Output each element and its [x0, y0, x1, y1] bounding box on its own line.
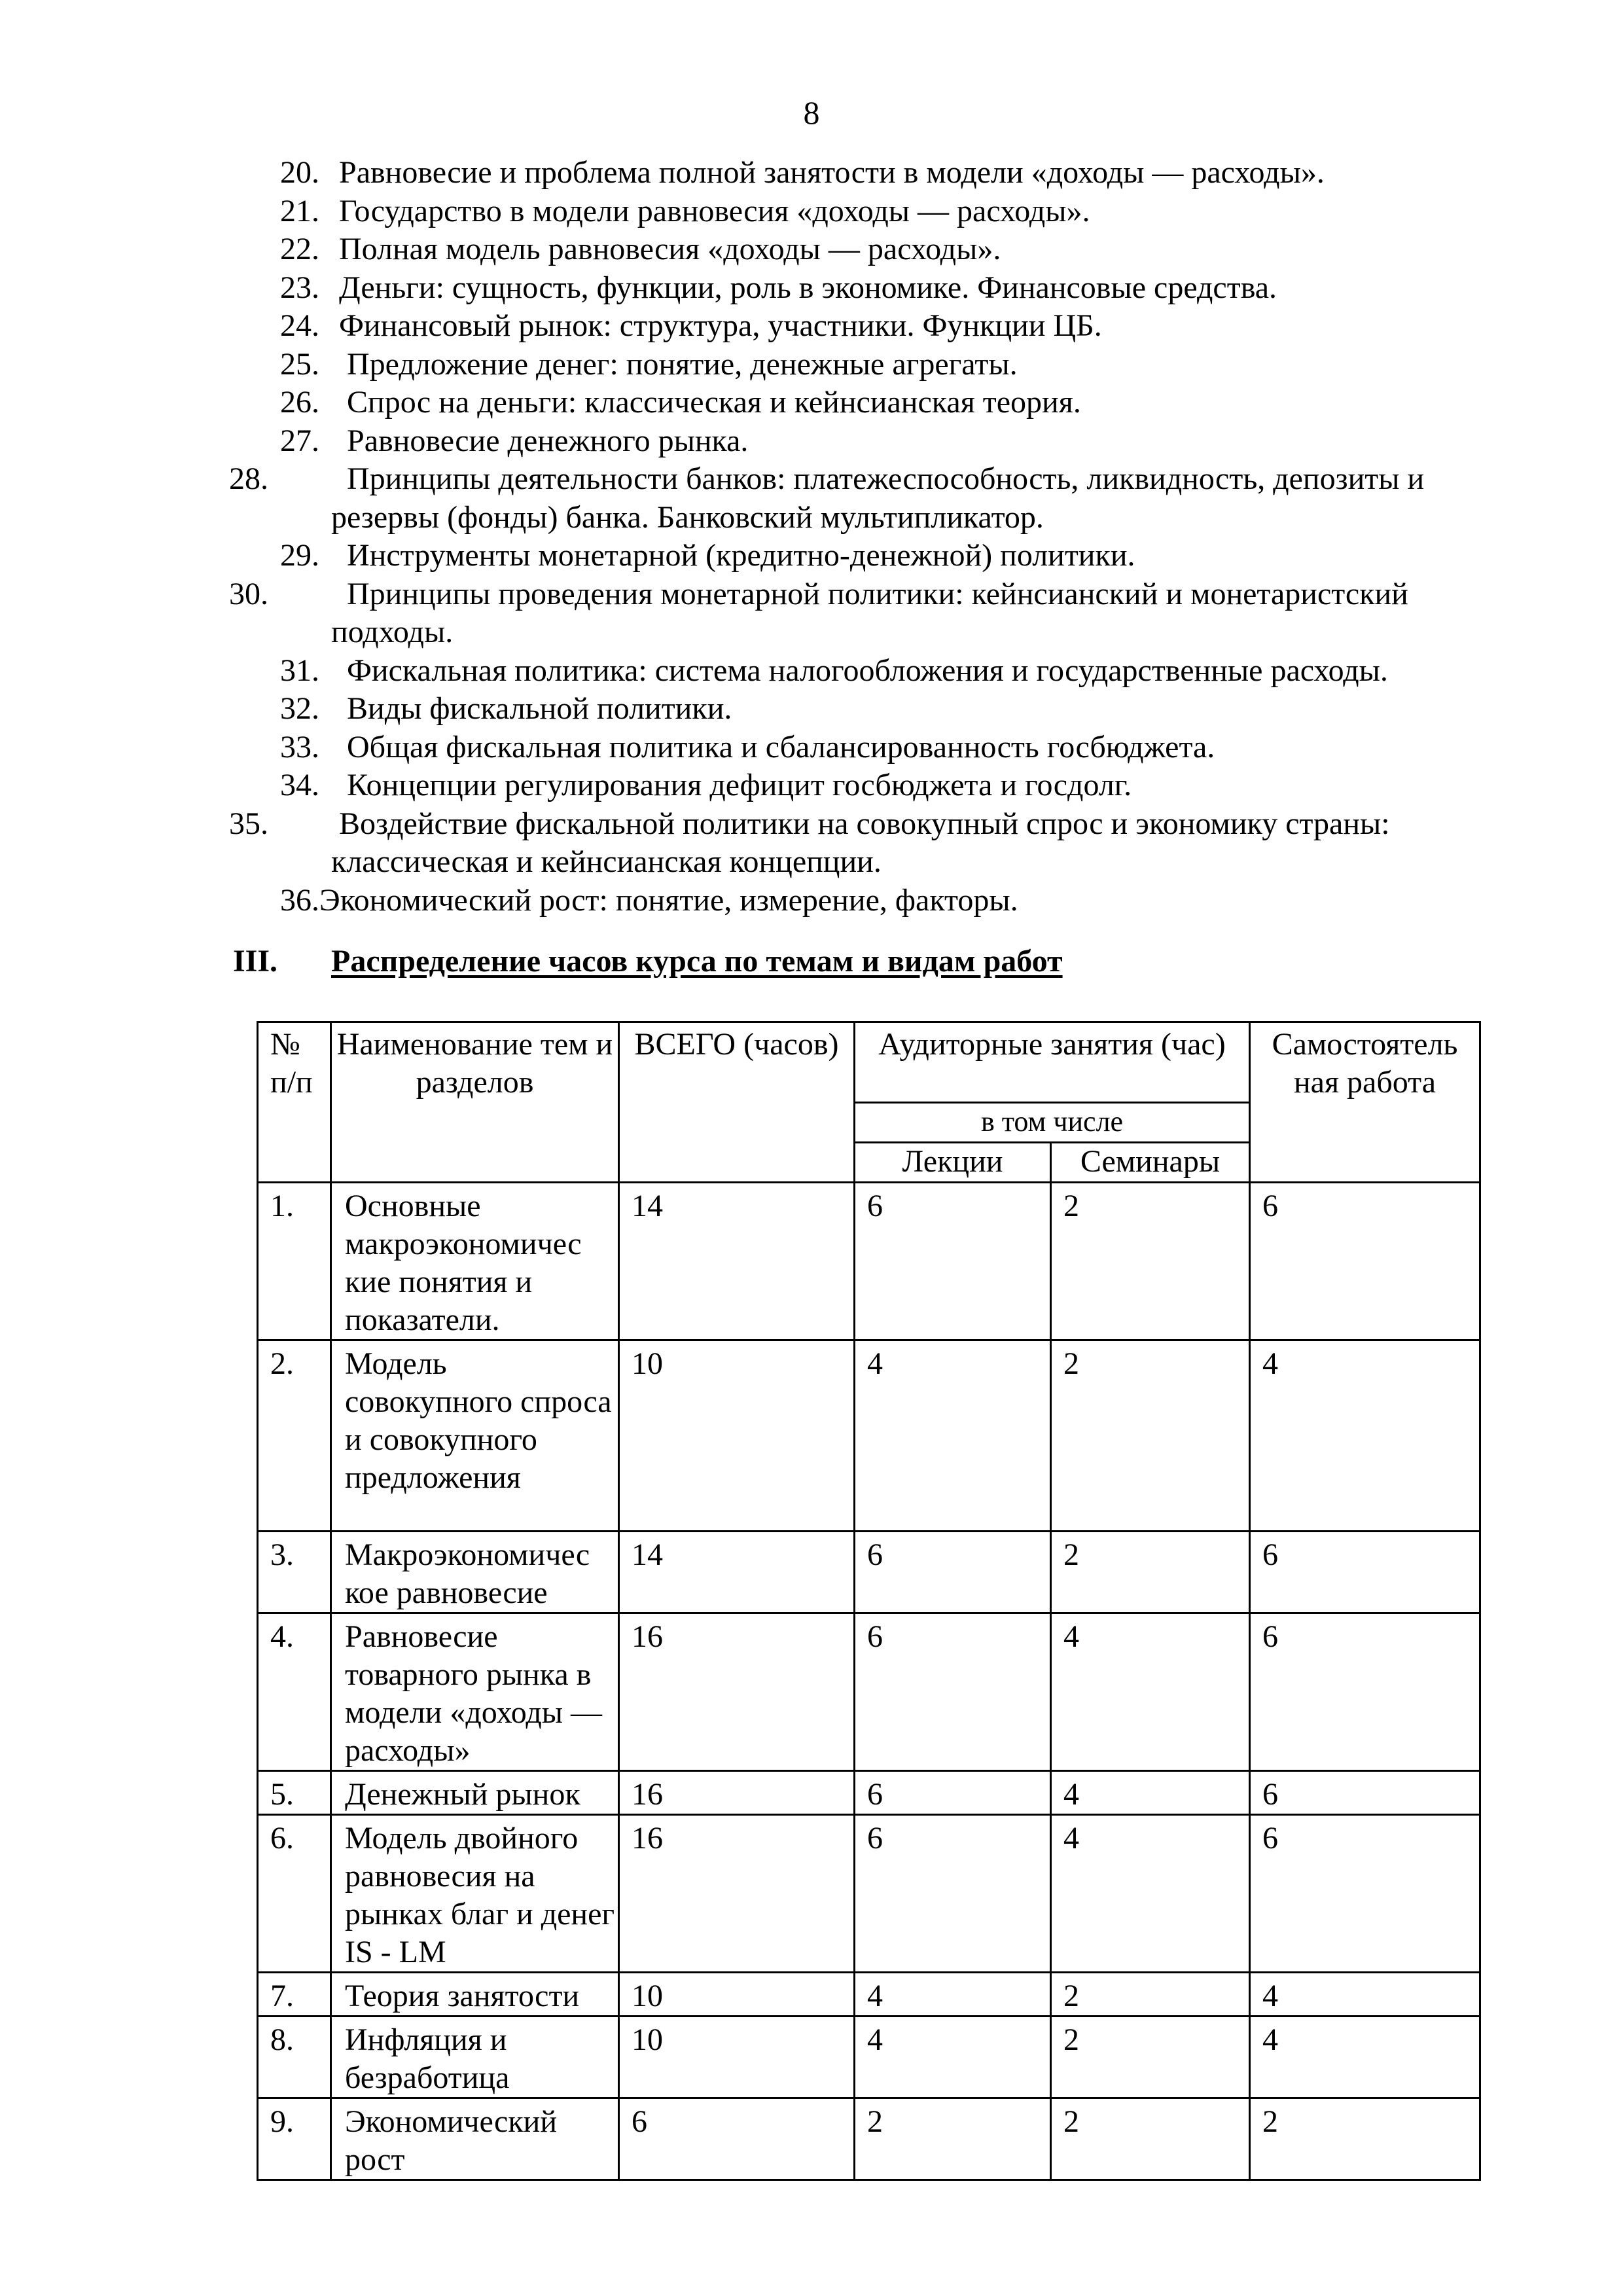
row-topic-name: Равновесие товарного рынка в модели «доходы — расходы»: [331, 1613, 619, 1771]
question-number: 36.: [280, 882, 319, 918]
list-item: [280, 728, 1497, 767]
page-number: 8: [803, 94, 820, 131]
question-number: 30.: [229, 576, 268, 611]
row-self-study: 4: [1250, 2017, 1480, 2098]
question-text: Общая фискальная политика и сбалансированность госбюджета.: [339, 729, 1215, 764]
table-row: [258, 1340, 1480, 1532]
list-item: [280, 192, 1497, 231]
row-topic-name: Теория занятости: [331, 1973, 619, 2017]
question-text: Фискальная политика: система налогообложения и государственные расходы.: [339, 653, 1388, 688]
question-text: Инструменты монетарной (кредитно-денежной) политики.: [339, 538, 1135, 573]
row-number: 3.: [258, 1532, 331, 1613]
header-total-hours: ВСЕГО (часов): [619, 1022, 855, 1183]
header-number: № п/п: [258, 1022, 331, 1183]
question-text: Равновесие и проблема полной занятости в модели «доходы — расходы».: [339, 155, 1325, 190]
question-number: 31.: [280, 653, 319, 688]
row-self-study: 6: [1250, 1183, 1480, 1340]
question-number: 34.: [280, 768, 319, 802]
question-text: Принципы проведения монетарной политики: кейнсианский и монетаристский подходы.: [331, 576, 1408, 649]
row-topic-name: Модель двойного равновесия на рынках благ и денег IS - LM: [331, 1815, 619, 1973]
list-item: [280, 766, 1497, 805]
row-seminars: 4: [1051, 1815, 1250, 1973]
row-lectures: 4: [855, 1340, 1051, 1532]
row-seminars: 2: [1051, 1532, 1250, 1613]
header-topic-name: Наименование тем и разделов: [331, 1022, 619, 1183]
row-self-study: 4: [1250, 1973, 1480, 2017]
table-row: [258, 1815, 1480, 1973]
question-number: 26.: [280, 385, 319, 420]
row-self-study: 4: [1250, 1340, 1480, 1532]
row-number: 1.: [258, 1183, 331, 1340]
row-number: 6.: [258, 1815, 331, 1973]
question-text: Спрос на деньги: классическая и кейнсианская теория.: [339, 385, 1081, 420]
header-including: в том числе: [855, 1103, 1250, 1143]
header-lectures: Лекции: [855, 1143, 1051, 1183]
question-text: Деньги: сущность, функции, роль в экономике. Финансовые средства.: [339, 270, 1277, 305]
row-total-hours: 6: [619, 2098, 855, 2180]
question-text: Экономический рост: понятие, измерение, факторы.: [319, 882, 1018, 918]
table-row: [258, 2017, 1480, 2098]
list-item: [280, 422, 1497, 461]
table-row: [258, 1973, 1480, 2017]
row-total-hours: 16: [619, 1613, 855, 1771]
question-text: Финансовый рынок: структура, участники. Функции ЦБ.: [339, 308, 1102, 343]
question-number: 23.: [280, 270, 319, 305]
question-number: 29.: [280, 538, 319, 573]
table-row: [258, 1771, 1480, 1815]
question-text: Воздействие фискальной политики на совокупный спрос и экономику страны: классическая и кейнсианская концепции.: [331, 806, 1390, 879]
row-topic-name: Инфляция и безработица: [331, 2017, 619, 2098]
row-lectures: 4: [855, 1973, 1051, 2017]
table-row: [258, 1613, 1480, 1771]
row-lectures: 6: [855, 1815, 1051, 1973]
row-seminars: 2: [1051, 1340, 1250, 1532]
row-seminars: 2: [1051, 2098, 1250, 2180]
question-text: Полная модель равновесия «доходы — расходы».: [339, 232, 1001, 266]
list-item: [229, 575, 1497, 652]
row-topic-name: Макроэкономичес кое равновесие: [331, 1532, 619, 1613]
row-self-study: 6: [1250, 1771, 1480, 1815]
row-number: 4.: [258, 1613, 331, 1771]
row-lectures: 2: [855, 2098, 1051, 2180]
row-seminars: 2: [1051, 1183, 1250, 1340]
list-item: [280, 690, 1497, 728]
row-total-hours: 16: [619, 1815, 855, 1973]
question-text: Предложение денег: понятие, денежные агрегаты.: [339, 346, 1018, 382]
row-lectures: 6: [855, 1771, 1051, 1815]
header-self-study: Самостоятель ная работа: [1250, 1022, 1480, 1183]
row-number: 8.: [258, 2017, 331, 2098]
question-number: 25.: [280, 346, 319, 382]
row-self-study: 6: [1250, 1532, 1480, 1613]
question-number: 20.: [280, 155, 319, 190]
question-number: 21.: [280, 193, 319, 228]
list-item: [280, 269, 1497, 308]
question-number: 27.: [280, 423, 319, 458]
question-text: Равновесие денежного рынка.: [339, 423, 749, 458]
table-row: [258, 1183, 1480, 1340]
row-number: 9.: [258, 2098, 331, 2180]
list-item: [229, 805, 1497, 882]
table-row: [258, 2098, 1480, 2180]
question-number: 24.: [280, 308, 319, 343]
row-seminars: 4: [1051, 1613, 1250, 1771]
section-number: III.: [233, 944, 278, 978]
question-list: [229, 154, 1497, 920]
question-number: 32.: [280, 691, 319, 726]
question-text: Виды фискальной политики.: [339, 691, 732, 726]
list-item: [280, 346, 1497, 384]
section-title: Распределение часов курса по темам и видам работ: [331, 944, 1063, 978]
question-text: Концепции регулирования дефицит госбюджета и госдолг.: [339, 768, 1132, 802]
hours-distribution-table: [257, 1021, 1481, 2181]
question-number: 33.: [280, 729, 319, 764]
list-item: [280, 154, 1497, 192]
row-seminars: 2: [1051, 2017, 1250, 2098]
row-seminars: 2: [1051, 1973, 1250, 2017]
row-topic-name: Денежный рынок: [331, 1771, 619, 1815]
list-item: [280, 537, 1497, 575]
header-seminars: Семинары: [1051, 1143, 1250, 1183]
row-self-study: 6: [1250, 1815, 1480, 1973]
row-number: 7.: [258, 1973, 331, 2017]
section-heading: [233, 941, 1063, 982]
row-lectures: 6: [855, 1613, 1051, 1771]
list-item: [280, 882, 1497, 920]
row-self-study: 6: [1250, 1613, 1480, 1771]
row-total-hours: 10: [619, 1973, 855, 2017]
row-total-hours: 16: [619, 1771, 855, 1815]
list-item: [280, 652, 1497, 691]
header-classroom-hours: Аудиторные занятия (час): [855, 1022, 1250, 1103]
list-item: [280, 384, 1497, 422]
row-total-hours: 14: [619, 1183, 855, 1340]
question-number: 22.: [280, 232, 319, 266]
table-row: [258, 1532, 1480, 1613]
row-self-study: 2: [1250, 2098, 1480, 2180]
row-number: 2.: [258, 1340, 331, 1532]
row-topic-name: Экономический рост: [331, 2098, 619, 2180]
row-topic-name: Модель совокупного спроса и совокупного предложения: [331, 1340, 619, 1532]
list-item: [280, 230, 1497, 269]
row-lectures: 4: [855, 2017, 1051, 2098]
row-total-hours: 10: [619, 2017, 855, 2098]
row-lectures: 6: [855, 1532, 1051, 1613]
question-text: Принципы деятельности банков: платежеспособность, ликвидность, депозиты и резервы (фонды) банка. Банковский мультипликатор.: [331, 461, 1425, 535]
question-text: Государство в модели равновесия «доходы — расходы».: [339, 193, 1090, 228]
list-item: [280, 307, 1497, 346]
question-number: 35.: [229, 806, 268, 841]
row-total-hours: 10: [619, 1340, 855, 1532]
table-header-row: [258, 1022, 1480, 1103]
row-lectures: 6: [855, 1183, 1051, 1340]
question-number: 28.: [229, 461, 268, 496]
row-total-hours: 14: [619, 1532, 855, 1613]
row-number: 5.: [258, 1771, 331, 1815]
row-topic-name: Основные макроэкономичес кие понятия и показатели.: [331, 1183, 619, 1340]
row-seminars: 4: [1051, 1771, 1250, 1815]
list-item: [229, 460, 1497, 537]
